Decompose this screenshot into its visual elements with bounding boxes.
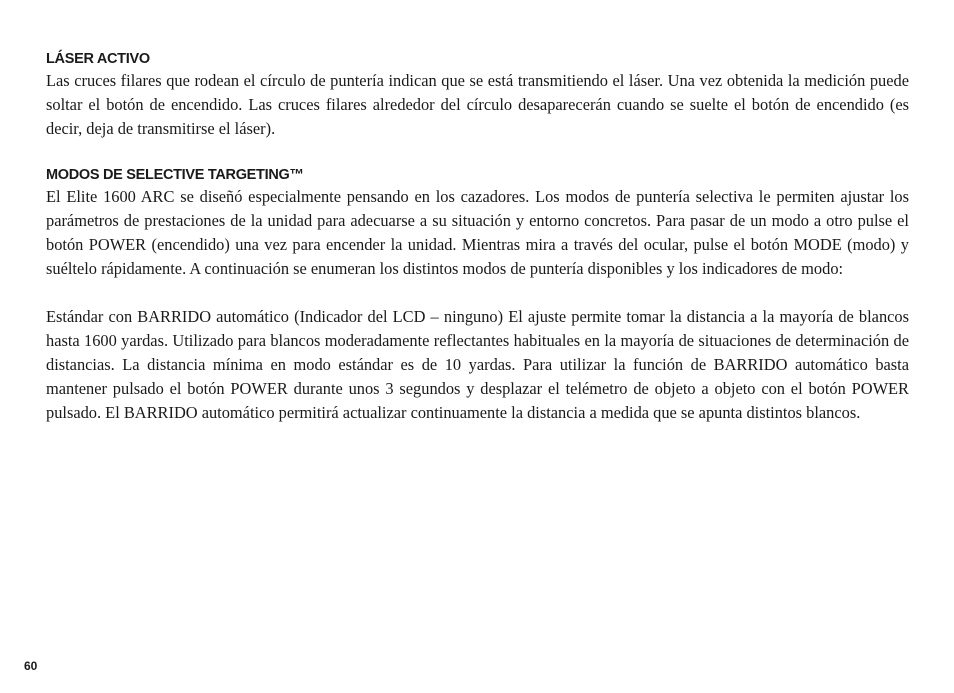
section-paragraph: El Elite 1600 ARC se diseñó especialmente pensando en los cazadores. Los modos de puntería selectiva le permiten ajustar los parámetros de prestaciones de la unidad para adecuarse a su situación y entorno concretos. Para pasar de un modo a otro pulse el botón POWER (encendido) una vez para encender la unidad. Mientras mira a través del ocular, pulse el botón MODE (modo) y suéltelo rápidamente. A continuación se enumeran los distintos modos de puntería disponibles y los indicadores de modo: <box>46 187 909 278</box>
page-number: 60 <box>24 659 38 673</box>
section-paragraph: Estándar con BARRIDO automático (Indicador del LCD – ninguno) El ajuste permite tomar la distancia a la mayoría de blancos hasta 1600 yardas. Utilizado para blancos moderadamente reflectantes habituales en la mayoría de situaciones de determinación de distancias. La distancia mínima en modo estándar es de 10 yardas. Para utilizar la función de BARRIDO automático basta mantener pulsado el botón POWER durante unos 3 segundos y desplazar el telémetro de objeto a objeto con el botón POWER pulsado. El BARRIDO automático permitirá actualizar continuamente la distancia a medida que se apunta distintos blancos. <box>46 307 909 422</box>
section-heading: MODOS DE SELECTIVE TARGETING™ <box>46 167 304 183</box>
section-modos-selective-targeting <box>46 165 909 425</box>
section-laser-activo <box>46 49 909 141</box>
page-content <box>46 49 909 425</box>
section-paragraph: Las cruces filares que rodean el círculo de puntería indican que se está transmitiendo el láser. Una vez obtenida la medición puede soltar el botón de encendido. Las cruces filares alrededor del círculo desaparecerán cuando se suelte el botón de encendido (es decir, deja de transmitirse el láser). <box>46 71 909 138</box>
section-heading: LÁSER ACTIVO <box>46 51 150 67</box>
